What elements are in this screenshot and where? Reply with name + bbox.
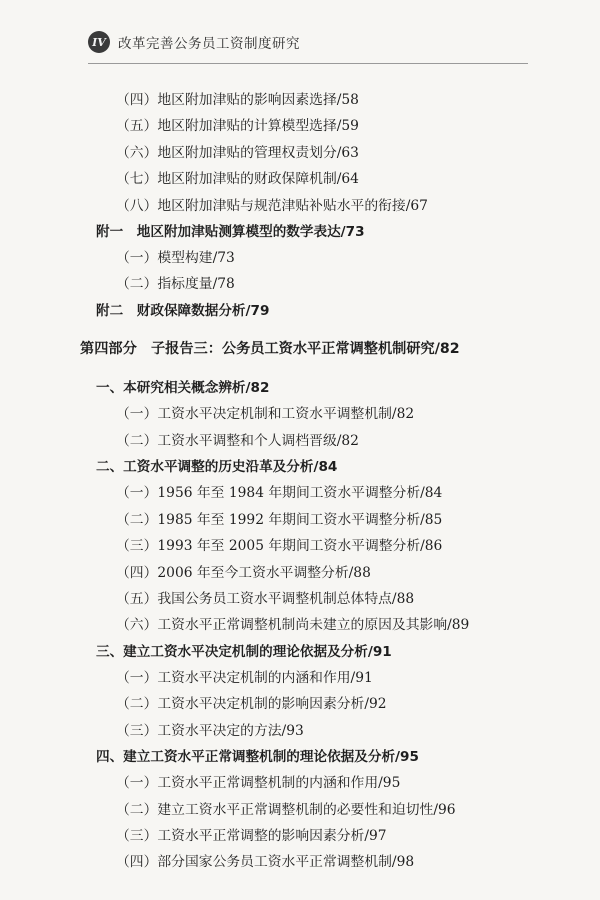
- toc-entry: （一）工资水平决定机制的内涵和作用/91: [116, 670, 373, 686]
- toc-entry: （四）地区附加津贴的影响因素选择/58: [116, 92, 359, 108]
- toc-entry: （四）2006 年至今工资水平调整分析/88: [116, 565, 371, 581]
- toc-entry: （一）1956 年至 1984 年期间工资水平调整分析/84: [116, 485, 443, 501]
- toc-entry: （二）1985 年至 1992 年期间工资水平调整分析/85: [116, 512, 443, 528]
- toc-entry: （六）地区附加津贴的管理权责划分/63: [116, 145, 359, 161]
- toc-entry: （五）我国公务员工资水平调整机制总体特点/88: [116, 591, 415, 607]
- running-header-title: 改革完善公务员工资制度研究: [118, 36, 300, 52]
- toc-entry: （二）工资水平调整和个人调档晋级/82: [116, 433, 359, 449]
- toc-entry: （五）地区附加津贴的计算模型选择/59: [116, 118, 359, 134]
- toc-entry: 二、工资水平调整的历史沿革及分析/84: [96, 459, 338, 475]
- toc-entry: （六）工资水平正常调整机制尚未建立的原因及其影响/89: [116, 617, 470, 633]
- running-header: [88, 31, 300, 53]
- toc-entry: （一）工资水平正常调整机制的内涵和作用/95: [116, 775, 401, 791]
- toc-entry: （四）部分国家公务员工资水平正常调整机制/98: [116, 854, 415, 870]
- toc-entry: （二）工资水平决定机制的影响因素分析/92: [116, 696, 387, 712]
- toc-entry: （二）指标度量/78: [116, 276, 235, 292]
- toc-entry: 附二 财政保障数据分析/79: [96, 303, 270, 319]
- toc-entry: 附一 地区附加津贴测算模型的数学表达/73: [96, 224, 365, 240]
- toc-entry: 一、本研究相关概念辨析/82: [96, 380, 270, 396]
- toc-entry: （八）地区附加津贴与规范津贴补贴水平的衔接/67: [116, 198, 428, 214]
- toc-entry: 四、建立工资水平正常调整机制的理论依据及分析/95: [96, 749, 419, 765]
- toc-entry: （七）地区附加津贴的财政保障机制/64: [116, 171, 359, 187]
- toc-entry: 三、建立工资水平决定机制的理论依据及分析/91: [96, 644, 392, 660]
- page-number-badge: IV: [88, 31, 110, 53]
- toc-entry: （三）工资水平决定的方法/93: [116, 723, 304, 739]
- toc-entry: （三）工资水平正常调整的影响因素分析/97: [116, 828, 387, 844]
- toc-entry: 第四部分 子报告三：公务员工资水平正常调整机制研究/82: [80, 341, 460, 357]
- header-rule: [88, 63, 528, 64]
- toc-entry: （二）建立工资水平正常调整机制的必要性和迫切性/96: [116, 802, 456, 818]
- toc-entry: （一）模型构建/73: [116, 250, 235, 266]
- toc-entry: （一）工资水平决定机制和工资水平调整机制/82: [116, 406, 415, 422]
- toc-entry: （三）1993 年至 2005 年期间工资水平调整分析/86: [116, 538, 443, 554]
